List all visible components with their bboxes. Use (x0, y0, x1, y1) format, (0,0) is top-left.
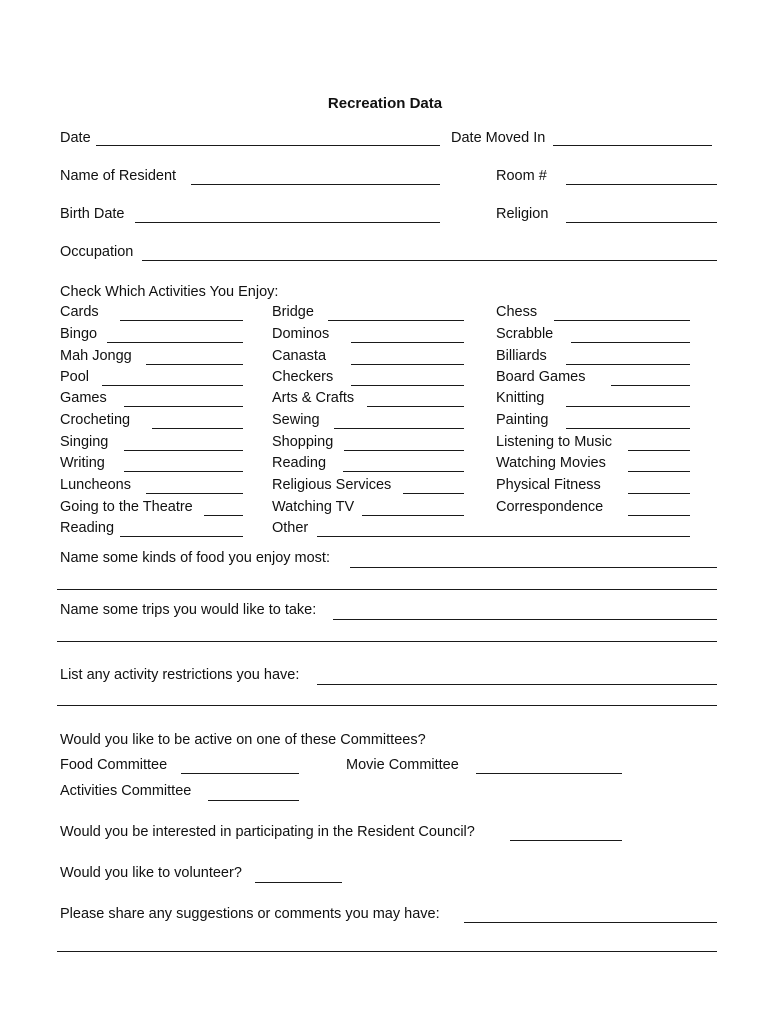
activity-row (272, 477, 465, 494)
activity-row (272, 520, 691, 537)
trips-answer-field[interactable] (333, 619, 717, 620)
activity-checkline[interactable] (351, 342, 464, 343)
activities-heading: Check Which Activities You Enjoy: (60, 284, 279, 300)
activity-row (496, 412, 691, 429)
activity-label: Checkers (272, 369, 334, 385)
date-field[interactable] (96, 145, 440, 146)
activity-checkline[interactable] (566, 428, 690, 429)
activity-checkline[interactable] (124, 406, 243, 407)
movie-committee-label: Movie Committee (346, 757, 459, 773)
date-moved-in-label: Date Moved In (451, 130, 546, 146)
activity-label: Writing (60, 455, 105, 471)
food-answer-field[interactable] (350, 567, 717, 568)
restrictions-answer-field[interactable] (317, 684, 717, 685)
activity-row (496, 348, 691, 365)
activity-label: Reading (272, 455, 327, 471)
activity-row (272, 304, 465, 321)
page-title: Recreation Data (327, 95, 443, 112)
activity-row (272, 369, 465, 386)
activity-checkline[interactable] (343, 471, 464, 472)
activity-label: Board Games (496, 369, 586, 385)
activity-checkline[interactable] (628, 450, 690, 451)
activity-label: Scrabble (496, 326, 554, 342)
activity-row (272, 434, 465, 451)
religion-label: Religion (496, 206, 549, 222)
activity-row (496, 390, 691, 407)
activity-row (272, 326, 465, 343)
activity-label: Sewing (272, 412, 320, 428)
activity-checkline[interactable] (334, 428, 464, 429)
activity-row (60, 348, 244, 365)
activity-row (496, 434, 691, 451)
activities-committee-field[interactable] (208, 800, 299, 801)
activity-label: Religious Services (272, 477, 392, 493)
activity-label: Physical Fitness (496, 477, 601, 493)
occupation-field[interactable] (142, 260, 717, 261)
date-moved-in-field[interactable] (553, 145, 712, 146)
activity-checkline[interactable] (566, 406, 690, 407)
activity-row (60, 499, 244, 516)
activity-label: Watching Movies (496, 455, 606, 471)
activity-row (272, 499, 465, 516)
activity-checkline[interactable] (120, 536, 243, 537)
activity-checkline[interactable] (403, 493, 464, 494)
food-committee-field[interactable] (181, 773, 299, 774)
activity-checkline[interactable] (566, 364, 690, 365)
committees-question: Would you like to be active on one of these Committees? (60, 732, 426, 748)
activity-checkline[interactable] (628, 515, 690, 516)
food-answer-field-continued[interactable] (57, 589, 717, 590)
room-field[interactable] (566, 184, 717, 185)
activity-label: Correspondence (496, 499, 604, 515)
room-label: Room # (496, 168, 547, 184)
food-committee-label: Food Committee (60, 757, 168, 773)
activity-row (60, 455, 244, 472)
activity-row (60, 369, 244, 386)
activity-checkline[interactable] (344, 450, 464, 451)
activity-row (60, 434, 244, 451)
movie-committee-field[interactable] (476, 773, 622, 774)
activity-label: Listening to Music (496, 434, 613, 450)
activity-label: Luncheons (60, 477, 131, 493)
activity-label: Dominos (272, 326, 330, 342)
activity-label: Canasta (272, 348, 327, 364)
activity-checkline[interactable] (102, 385, 243, 386)
activity-row (496, 304, 691, 321)
activity-row (60, 326, 244, 343)
activity-label: Arts & Crafts (272, 390, 355, 406)
activity-label: Mah Jongg (60, 348, 132, 364)
activity-checkline[interactable] (351, 364, 464, 365)
activity-checkline[interactable] (204, 515, 243, 516)
activities-committee-label: Activities Committee (60, 783, 192, 799)
council-question: Would you be interested in participating in the Resident Council? (60, 824, 475, 840)
trips-answer-field-continued[interactable] (57, 641, 717, 642)
suggestions-question: Please share any suggestions or comments you may have: (60, 906, 440, 922)
activity-checkline[interactable] (124, 471, 243, 472)
religion-field[interactable] (566, 222, 717, 223)
activity-label: Going to the Theatre (60, 499, 193, 515)
activity-row (496, 477, 691, 494)
activity-label: Crocheting (60, 412, 131, 428)
activity-label: Other (272, 520, 309, 536)
activity-label: Painting (496, 412, 549, 428)
activity-label: Bridge (272, 304, 314, 320)
activity-checkline[interactable] (628, 471, 690, 472)
activity-label: Chess (496, 304, 538, 320)
activity-checkline[interactable] (571, 342, 690, 343)
activity-row (60, 477, 244, 494)
birth-date-label: Birth Date (60, 206, 125, 222)
activity-checkline[interactable] (628, 493, 690, 494)
activity-row (496, 326, 691, 343)
name-of-resident-label: Name of Resident (60, 168, 177, 184)
activity-checkline[interactable] (146, 493, 243, 494)
activity-checkline[interactable] (367, 406, 464, 407)
food-question: Name some kinds of food you enjoy most: (60, 550, 330, 566)
activity-label: Shopping (272, 434, 334, 450)
activity-row (272, 390, 465, 407)
activity-row (496, 499, 691, 516)
name-of-resident-field[interactable] (191, 184, 440, 185)
volunteer-answer-field[interactable] (255, 882, 342, 883)
birth-date-field[interactable] (135, 222, 440, 223)
activity-checkline[interactable] (152, 428, 243, 429)
activity-row (496, 455, 691, 472)
council-answer-field[interactable] (510, 840, 622, 841)
activity-checkline[interactable] (611, 385, 690, 386)
activity-row (60, 520, 244, 537)
activity-checkline[interactable] (351, 385, 464, 386)
occupation-label: Occupation (60, 244, 134, 260)
activity-row (272, 412, 465, 429)
activity-checkline[interactable] (120, 320, 243, 321)
restrictions-question: List any activity restrictions you have: (60, 667, 300, 683)
activity-label: Bingo (60, 326, 98, 342)
activity-row (60, 304, 244, 321)
activity-row (60, 412, 244, 429)
activity-label: Pool (60, 369, 90, 385)
activity-label: Watching TV (272, 499, 355, 515)
activity-checkline[interactable] (146, 364, 243, 365)
activity-checkline[interactable] (554, 320, 690, 321)
activity-row (496, 369, 691, 386)
activity-checkline[interactable] (362, 515, 464, 516)
activity-row (272, 455, 465, 472)
activity-checkline[interactable] (317, 536, 690, 537)
activity-label: Games (60, 390, 107, 406)
activity-checkline[interactable] (107, 342, 243, 343)
activity-label: Singing (60, 434, 109, 450)
activity-label: Billiards (496, 348, 547, 364)
restrictions-answer-field-continued[interactable] (57, 705, 717, 706)
trips-question: Name some trips you would like to take: (60, 602, 317, 618)
activity-checkline[interactable] (328, 320, 464, 321)
activity-label: Cards (60, 304, 99, 320)
activity-label: Reading (60, 520, 115, 536)
activity-checkline[interactable] (124, 450, 243, 451)
suggestions-answer-field-continued[interactable] (57, 951, 717, 952)
activity-row (272, 348, 465, 365)
activity-label: Knitting (496, 390, 545, 406)
suggestions-answer-field[interactable] (464, 922, 717, 923)
volunteer-question: Would you like to volunteer? (60, 865, 242, 881)
date-label: Date (60, 130, 91, 146)
activity-row (60, 390, 244, 407)
